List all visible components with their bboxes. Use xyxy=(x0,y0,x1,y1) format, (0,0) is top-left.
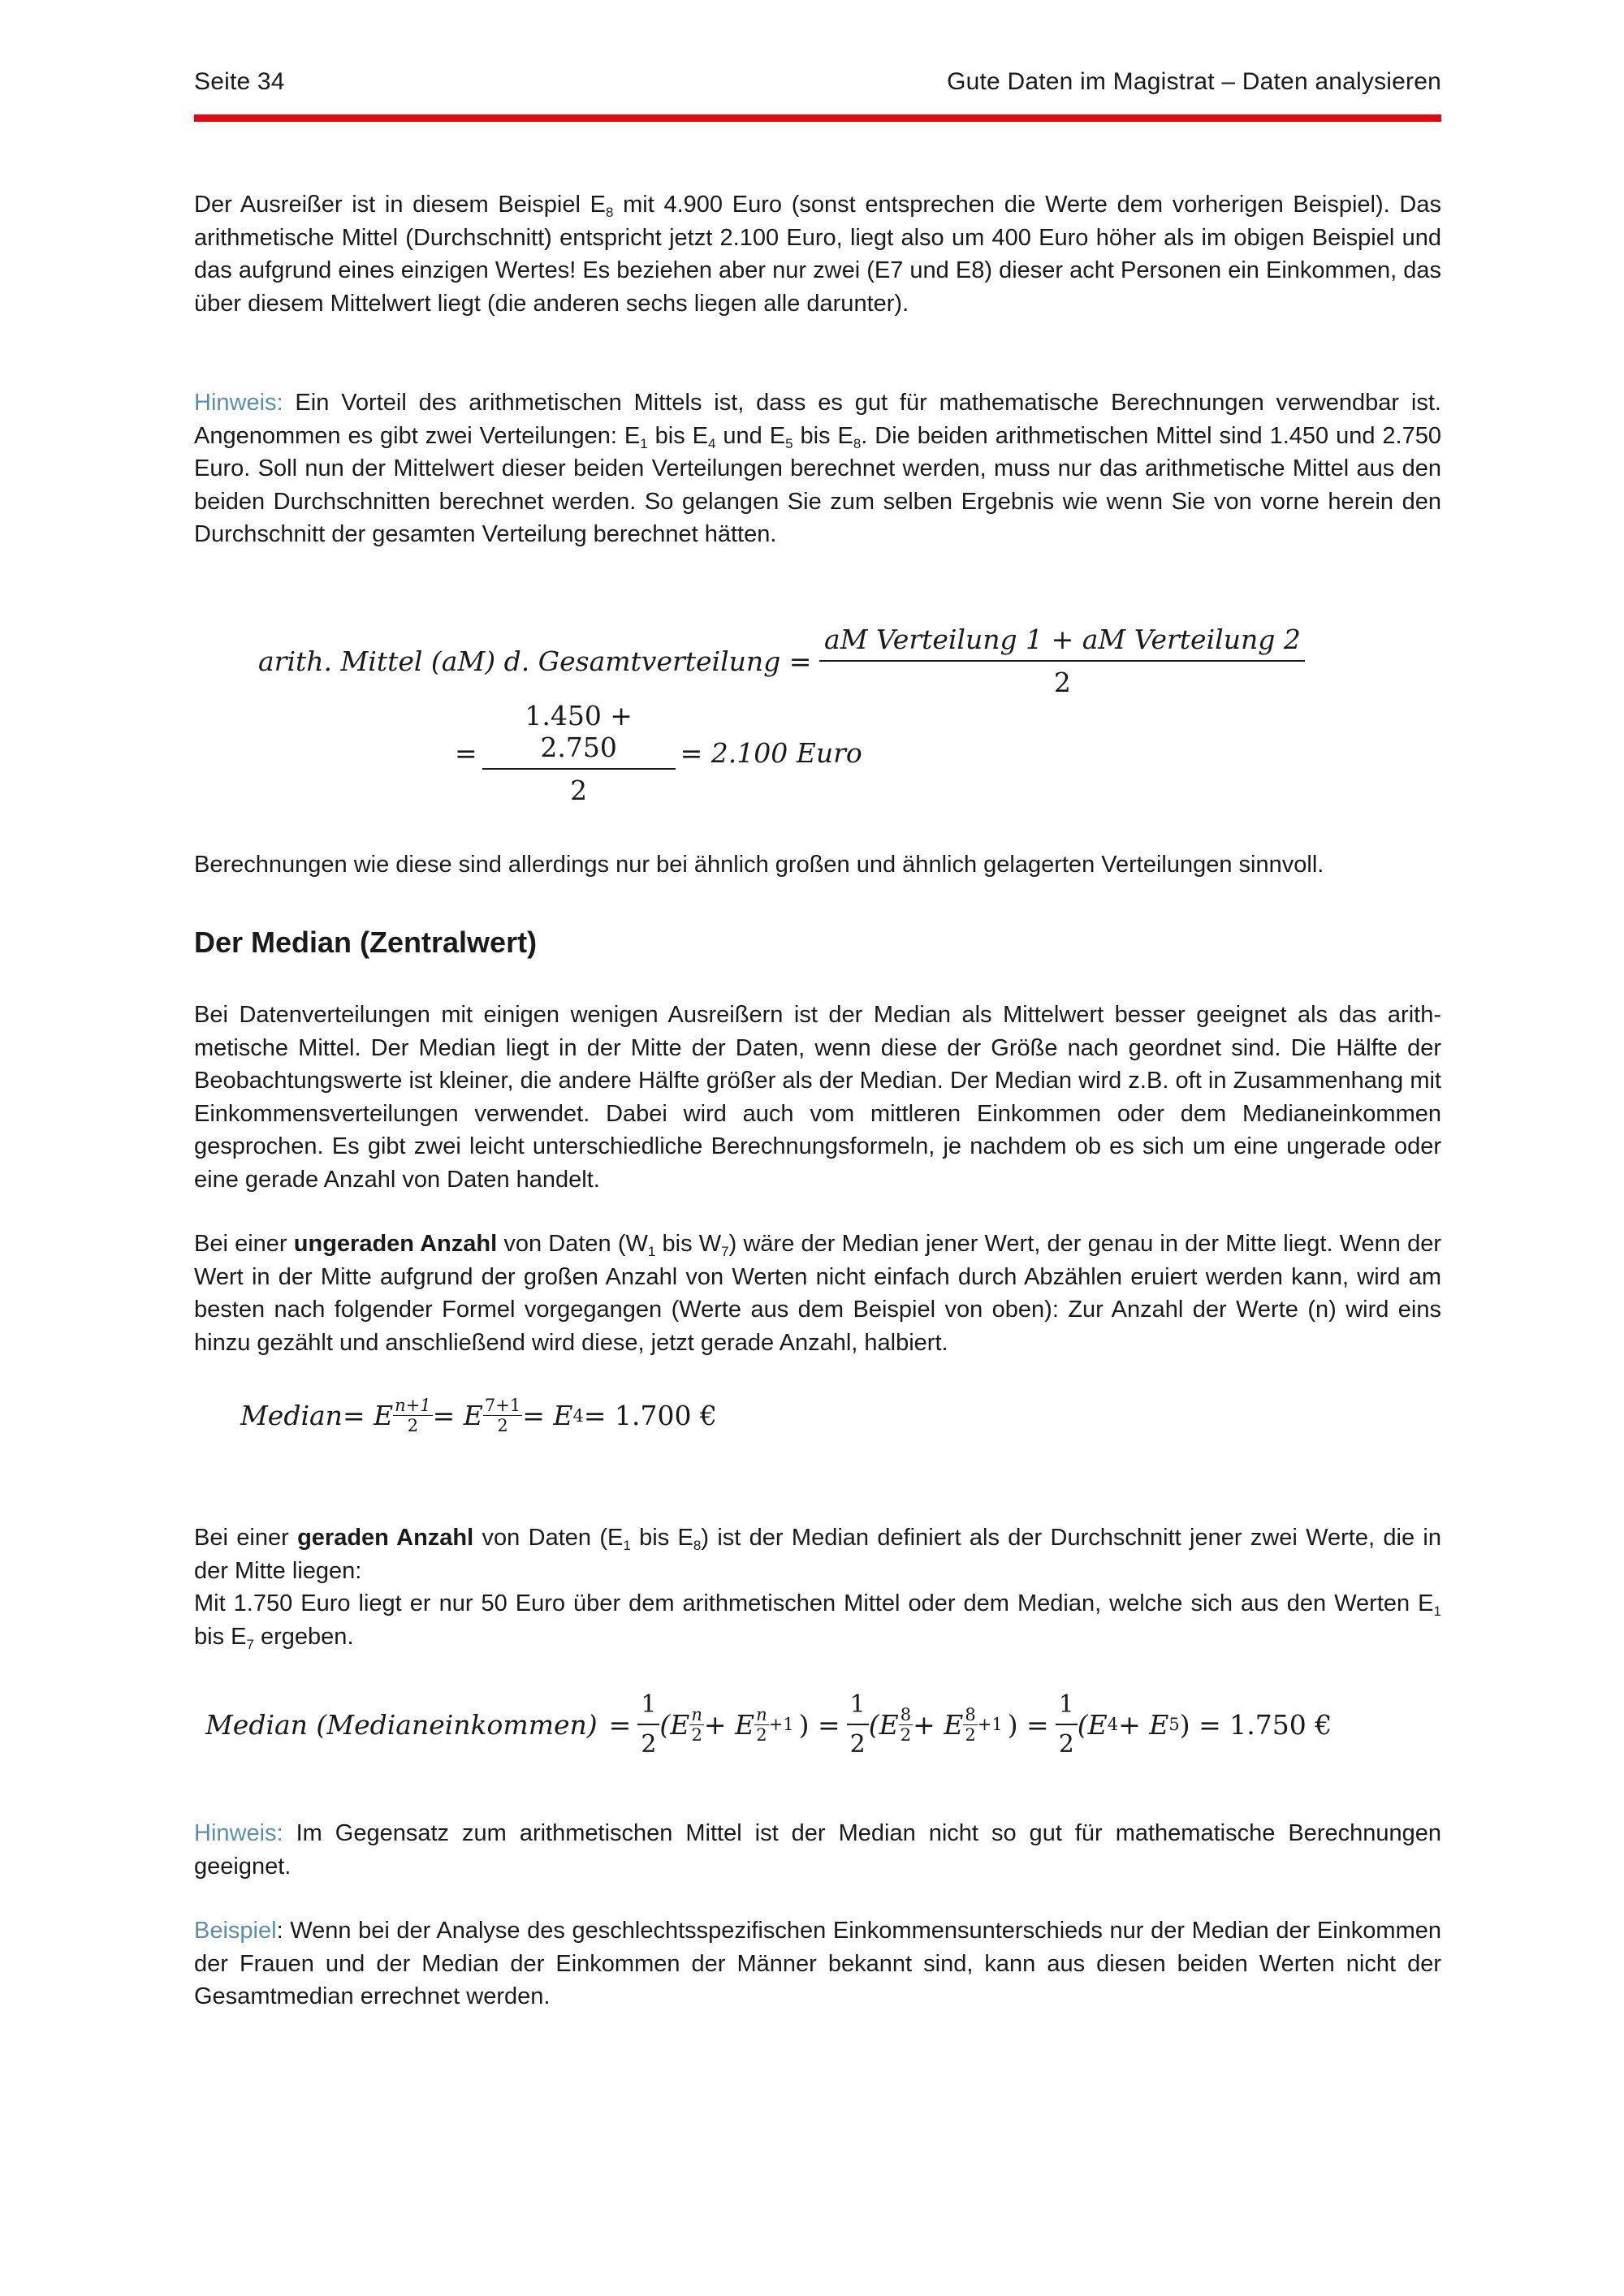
formula-mean-of-means: arith. Mittel (aM) d. Gesamtverteilung = $\frac{\text{aM Verteilung 1 + aM Verteilung 2}}{2}$ xyxy=(258,624,1302,698)
paragraph-odd-count: Bei einer ungeraden Anzahl von Daten ($W_1$ bis $W_7$) wäre der Median jener Wert, der genau in der Mitte liegt. Wenn der Wert in der Mitte aufgrund der großen Anzahl von Werten nicht einfach durch Abzählen eruiert werden kann, wird am besten nach folgender Formel vorgegangen (Werte aus dem Beispiel von oben): Zur Anzahl der Werte (n) wird eins hinzu gezählt und anschließend wird diese, jetzt gerade Anzahl, halbiert. xyxy=(194,1231,1442,1356)
paragraph-outlier: Der Ausreißer ist in diesem Beispiel $E_8$ mit 4.900 Euro (sonst entsprechen die Werte dem vorherigen Beispiel). Das arithmetische Mittel (Durchschnitt) entspricht jetzt 2.100 Euro, liegt also um 400 Euro höher als im obigen Beispiel und das aufgrund eines einzigen Wertes! Es beziehen aber nur zwei (E7 und E8) dieser acht Personen ein Einkommen, das über diesem Mittelwert liegt (die anderen sechs liegen alle darunter). xyxy=(194,192,1441,317)
formula-mean-result: = $\frac{1.450 + 2.750}{2}$ = 2.100 Euro xyxy=(455,700,862,806)
paragraph-even-count: Bei einer geraden Anzahl von Daten ($E_1$ bis $E_8$) ist der Median definiert als der Durchschnitt jener zwei Werte, die in der Mitte liegen: Mit 1.750 Euro liegt er nur 50 Euro über dem arithmetischen Mittel oder dem Median, welche sich aus den Werten $E_1$ bis $E_7$ ergeben. xyxy=(194,1525,1441,1652)
hint-label: Hinweis: xyxy=(194,1820,283,1846)
example-paragraph: Beispiel: Wenn bei der Analyse des geschlechtsspezifischen Einkommensunterschieds nur der Median der Einkommen der Frauen und der Median der Einkommen der Männer bekannt sind, kann aus diesen beiden Werten nicht der Gesamtmedian errechnet werden. xyxy=(194,1918,1441,2009)
hint-paragraph-arithmetic-mean: Hinweis: Ein Vorteil des arithmetischen Mittels ist, dass es gut für mathematische Berechnungen verwendbar ist. Angenommen es gibt zwei Verteilungen: $E_1$ bis $E_4$ und $E_5$ bis $E_8$. Die beiden arithmetischen Mittel sind 1.450 und 2.750 Euro. Soll nun der Mittelwert dieser beiden Verteilungen berechnet werden, muss nur das arithmetische Mittel aus den beiden Durchschnitten berechnet werden. So gelangen Sie zum selben Ergebnis wie wenn Sie von vorne herein den Durchschnitt der gesamten Verteilung berechnet hätten. xyxy=(194,390,1442,547)
example-label: Beispiel xyxy=(194,1918,277,1944)
formula-median-even: Median (Medianeinkommen) = $\frac{1}{2}$ (E $\frac{n}{2}$ + E $\frac{n}{2}$ +1 ) = $\frac{1}{2}$ (E $\frac{8}{2}$ + E $\frac{8}{2}$ +1 ) = $\frac{1}{2}$ (E 4 + E 5 ) = 1.750 € xyxy=(205,1690,1332,1759)
formula-median-odd: Median = E $\frac{n+1}{2}$ = E $\frac{7+1}{2}$ = E 4 = 1.700 € xyxy=(240,1396,717,1435)
section-title-median: Der Median (Zentralwert) xyxy=(194,926,538,959)
page-number: Seite 34 xyxy=(194,68,285,95)
hint-paragraph-median: Hinweis: Im Gegensatz zum arithmetischen Mittel ist der Median nicht so gut für mathematische Berechnungen geeignet. xyxy=(194,1820,1441,1880)
header-rule xyxy=(194,114,1441,122)
document-title: Gute Daten im Magistrat – Daten analysieren xyxy=(947,68,1441,95)
paragraph-note-distributions: Berechnungen wie diese sind allerdings nur bei ähnlich großen und ähnlich gelagerten Verteilungen sinnvoll. xyxy=(194,852,1324,878)
hint-label: Hinweis: xyxy=(194,390,283,416)
paragraph-median-intro: Bei Datenverteilungen mit einigen wenigen Ausreißern ist der Median als Mittelwert besser geeignet als das arithmetische Mittel. Der Median liegt in der Mitte der Daten, wenn diese der Größe nach geordnet sind. Die Hälfte der Beobachtungswerte ist kleiner, die andere Hälfte größer als der Median. Der Median wird z.B. oft in Zusammenhang mit Einkommensverteilungen verwendet. Dabei wird auch vom mittleren Einkommen oder dem Medianeinkommen gesprochen. Es gibt zwei leicht unterschiedliche Berechnungsformeln, je nachdem ob es sich um eine ungerade oder eine gerade Anzahl von Daten handelt. xyxy=(194,1002,1441,1193)
